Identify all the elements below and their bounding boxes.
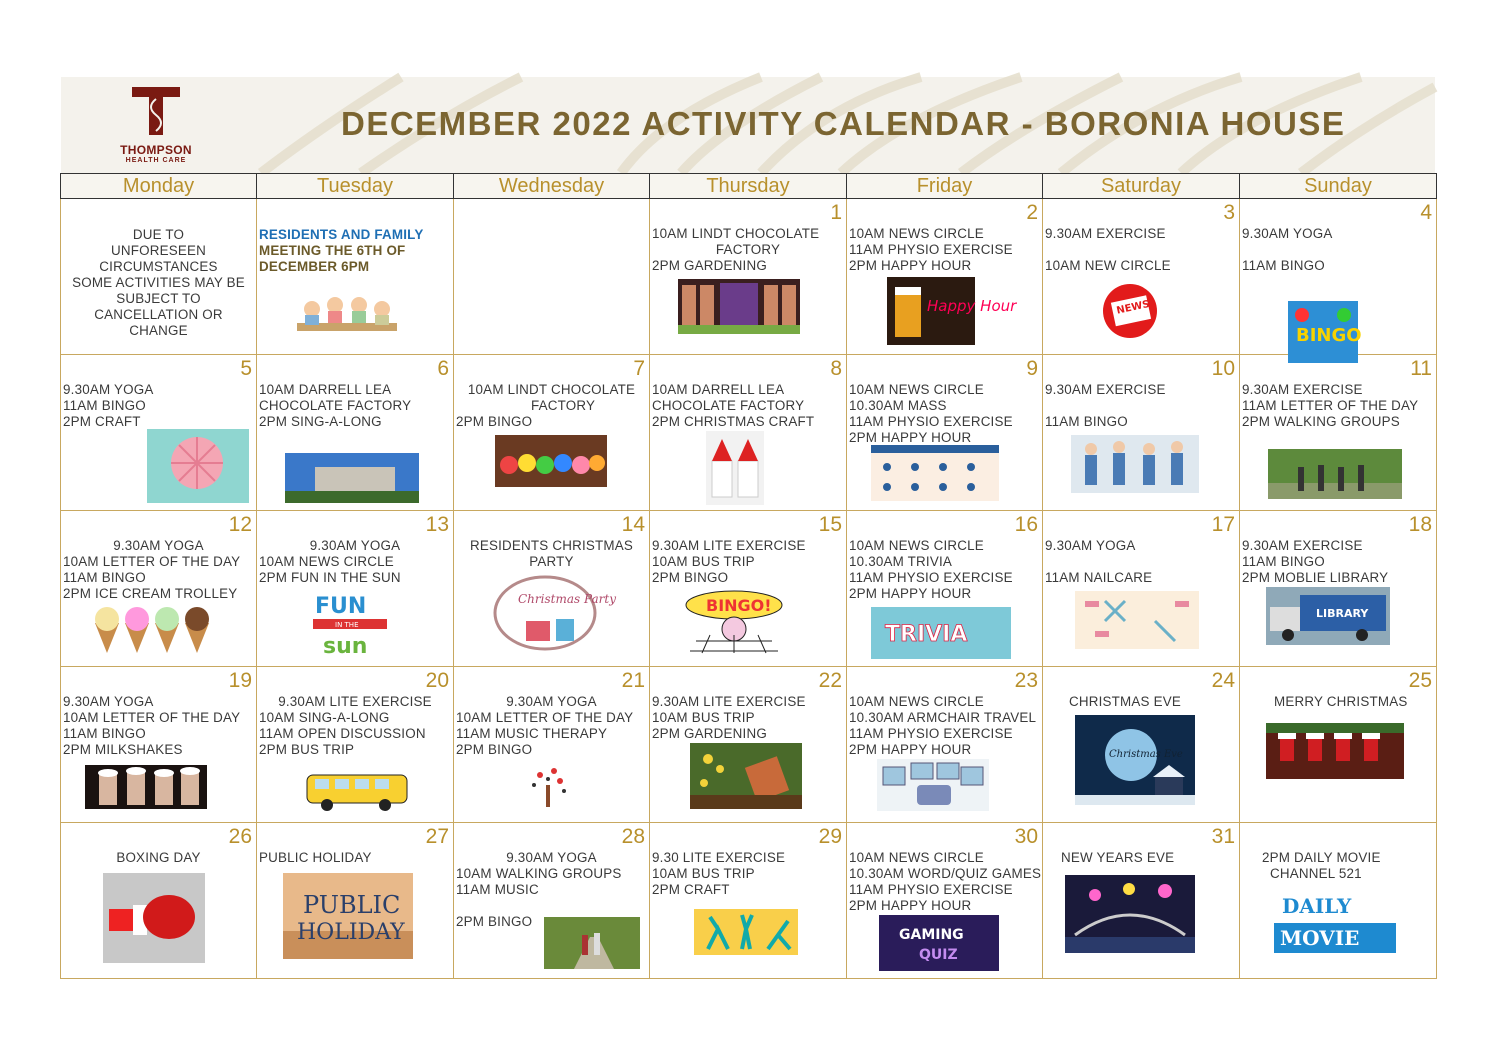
- activity-item: 2PM HAPPY HOUR: [849, 586, 972, 601]
- notice-line: CHANGE: [129, 323, 188, 338]
- activity-item: 2PM WALKING GROUPS: [1242, 414, 1400, 429]
- activity-item: 2PM GARDENING: [652, 726, 767, 741]
- activity-item: 2PM FUN IN THE SUN: [259, 570, 401, 585]
- in-the-text: IN THE: [335, 621, 359, 629]
- day-number: 5: [240, 357, 252, 380]
- trivia-text: TRIVIA: [885, 622, 968, 647]
- day-cell-27: [257, 823, 454, 979]
- day-cell-16: [847, 511, 1043, 667]
- activity-list: [652, 694, 844, 742]
- activity-item: 11AM PHYSIO EXERCISE: [849, 726, 1013, 741]
- activity-list: [1045, 382, 1237, 430]
- holiday-text: HOLIDAY: [297, 920, 405, 945]
- day-number: 1: [830, 201, 842, 224]
- activity-list: [652, 382, 844, 430]
- bingo-text: BINGO: [1296, 325, 1362, 346]
- day-number: 22: [818, 669, 842, 692]
- day-cell-18: [1240, 511, 1437, 667]
- activity-item: NEW YEARS EVE: [1061, 850, 1175, 865]
- activity-item: BOXING DAY: [116, 850, 201, 865]
- weekday-thursday: Thursday: [650, 174, 847, 199]
- day-cell-23: [847, 667, 1043, 823]
- activity-item: 10.30AM MASS: [849, 398, 947, 413]
- calendar-grid: [60, 173, 1437, 979]
- boxing-glove-image: [103, 873, 205, 963]
- paper-flower-craft-image: [147, 429, 249, 503]
- activity-item: 9.30AM YOGA: [63, 694, 154, 709]
- day-cell-9: [847, 355, 1043, 511]
- day-number: 23: [1014, 669, 1038, 692]
- week-row-2: [61, 355, 1437, 511]
- activity-list: [652, 226, 844, 274]
- activity-item: 9.30AM EXERCISE: [1242, 538, 1363, 553]
- day-cell-empty: [257, 199, 454, 355]
- notice-line: CANCELLATION OR: [94, 307, 223, 322]
- day-cell-13: [257, 511, 454, 667]
- activity-item: 2PM HAPPY HOUR: [849, 742, 972, 757]
- notice-text: [63, 227, 254, 339]
- notice-line: CIRCUMSTANCES: [99, 259, 218, 274]
- christmas-party-text: Christmas Party: [518, 592, 616, 606]
- fun-text: FUN: [315, 594, 367, 619]
- day-cell-8: [650, 355, 847, 511]
- meeting-headline: RESIDENTS AND FAMILY: [259, 227, 424, 242]
- activity-item: RESIDENTS CHRISTMAS: [469, 538, 634, 553]
- activity-item: FACTORY: [715, 242, 781, 257]
- activity-item: 2PM SING-A-LONG: [259, 414, 382, 429]
- week-row-1: [61, 199, 1437, 355]
- activity-list: [1242, 538, 1434, 586]
- activity-item: 10AM DARRELL LEA: [652, 382, 785, 397]
- christmas-stockings-image: [1266, 723, 1404, 779]
- sun-text: sun: [323, 634, 368, 659]
- milkshakes-image: [85, 765, 207, 809]
- activity-item: 9.30 LITE EXERCISE: [652, 850, 786, 865]
- day-number: 16: [1014, 513, 1038, 536]
- day-cell-14: [454, 511, 650, 667]
- activity-item: 9.30AM YOGA: [506, 694, 597, 709]
- public-holiday-image: [283, 873, 413, 959]
- bingo-cartoon-image: [680, 585, 788, 655]
- happy-hour-image: [887, 277, 1017, 345]
- activity-item: CHOCOLATE FACTORY: [259, 398, 412, 413]
- activity-item: 11AM NAILCARE: [1045, 570, 1153, 585]
- quiz-text: QUIZ: [919, 947, 958, 963]
- activity-item: 11AM BINGO: [1242, 258, 1325, 273]
- activity-list: [1045, 226, 1237, 274]
- activity-item: 11AM LETTER OF THE DAY: [1242, 398, 1419, 413]
- activity-item: 11AM PHYSIO EXERCISE: [849, 882, 1013, 897]
- activity-list: [63, 694, 254, 758]
- day-number: 13: [425, 513, 449, 536]
- chocolate-factory-image: [678, 279, 800, 334]
- meeting-line: MEETING THE 6TH OF: [259, 243, 406, 258]
- activity-item: 2PM CHRISTMAS CRAFT: [652, 414, 815, 429]
- day-number: 14: [621, 513, 645, 536]
- day-number: 17: [1211, 513, 1235, 536]
- walking-couple-image: [544, 917, 640, 969]
- trivia-image: [871, 607, 1011, 659]
- daily-movie-image: [1272, 891, 1398, 955]
- activity-item: 2PM HAPPY HOUR: [849, 430, 972, 445]
- day-cell-29: [650, 823, 847, 979]
- day-cell-15: [650, 511, 847, 667]
- day-cell-21: [454, 667, 650, 823]
- day-cell-25: [1240, 667, 1437, 823]
- gaming-text: GAMING: [899, 927, 964, 943]
- activity-list: [456, 382, 647, 430]
- movie-text: MOVIE: [1280, 926, 1360, 950]
- activity-item: 2PM BINGO: [456, 742, 533, 757]
- fun-in-the-sun-image: [305, 587, 395, 659]
- activity-item: 10AM LINDT CHOCOLATE: [467, 382, 636, 397]
- activity-item: 2PM HAPPY HOUR: [849, 898, 972, 913]
- day-cell-5: [61, 355, 257, 511]
- activity-item: 10.30AM WORD/QUIZ GAMES: [849, 866, 1042, 881]
- activity-item: 10AM BUS TRIP: [652, 710, 755, 725]
- day-number: 2: [1026, 201, 1038, 224]
- armchair-travel-image: [877, 759, 989, 811]
- darrell-lea-factory-image: [285, 453, 419, 503]
- activity-item: 10AM NEWS CIRCLE: [259, 554, 394, 569]
- activity-item: FACTORY: [531, 398, 596, 413]
- activity-item: 10.30AM ARMCHAIR TRAVEL: [849, 710, 1037, 725]
- activity-list: [259, 538, 451, 586]
- day-number: 21: [621, 669, 645, 692]
- day-cell-empty: [1240, 823, 1437, 979]
- activity-item: 9.30AM EXERCISE: [1045, 226, 1166, 241]
- activity-item: 9.30AM LITE EXERCISE: [278, 694, 432, 709]
- music-tree-image: [520, 763, 576, 809]
- day-number: 8: [830, 357, 842, 380]
- ice-cream-image: [89, 603, 213, 653]
- activity-item: 9.30AM YOGA: [1045, 538, 1136, 553]
- activity-item: 10AM NEW CIRCLE: [1045, 258, 1171, 273]
- weekday-tuesday: Tuesday: [257, 174, 454, 199]
- gaming-quiz-image: [879, 915, 999, 971]
- christmas-party-image: [482, 569, 616, 655]
- activity-item: 11AM BINGO: [63, 570, 146, 585]
- happy-hour-text: Happy Hour: [927, 297, 1017, 315]
- walking-group-image: [1268, 449, 1402, 499]
- day-cell-20: [257, 667, 454, 823]
- day-number: 29: [818, 825, 842, 848]
- day-cell-3: [1043, 199, 1240, 355]
- activity-list: [849, 694, 1040, 758]
- activity-list: [1045, 850, 1237, 866]
- logo-t-icon: [126, 85, 186, 137]
- logo-subtitle: HEALTH CARE: [125, 157, 187, 164]
- activity-list: [1242, 226, 1434, 274]
- activity-item: CHOCOLATE FACTORY: [652, 398, 805, 413]
- christmas-craft-image: [706, 431, 764, 505]
- day-number: 7: [633, 357, 645, 380]
- day-number: 12: [228, 513, 252, 536]
- activity-list: [63, 382, 254, 430]
- activity-list: [1242, 382, 1434, 430]
- activity-item: 9.30AM YOGA: [506, 850, 597, 865]
- nailcare-image: [1075, 591, 1199, 649]
- bus-trip-image: [297, 763, 415, 815]
- day-number: 19: [228, 669, 252, 692]
- day-number: 26: [228, 825, 252, 848]
- activity-list: [1045, 538, 1237, 586]
- day-number: 15: [818, 513, 842, 536]
- day-number: 24: [1211, 669, 1235, 692]
- meeting-line: DECEMBER 6PM: [259, 259, 370, 274]
- news-image: [1095, 281, 1165, 341]
- chocolate-display-image: [495, 435, 607, 487]
- activity-item: 11AM BINGO: [1045, 414, 1128, 429]
- day-cell-26: [61, 823, 257, 979]
- activity-item: CHANNEL 521: [1270, 866, 1362, 881]
- day-number: 25: [1408, 669, 1432, 692]
- day-number: 30: [1014, 825, 1038, 848]
- new-years-eve-fireworks-image: [1065, 875, 1195, 953]
- day-number: 27: [425, 825, 449, 848]
- lite-exercise-image: [694, 909, 798, 955]
- weekday-wednesday: Wednesday: [454, 174, 650, 199]
- activity-item: 9.30AM YOGA: [309, 538, 401, 553]
- activity-list: [849, 850, 1040, 914]
- news-text: NEWS: [1115, 298, 1151, 317]
- activity-item: 2PM MILKSHAKES: [63, 742, 183, 757]
- activity-item: 2PM ICE CREAM TROLLEY: [63, 586, 238, 601]
- activity-item: 2PM GARDENING: [652, 258, 767, 273]
- family-meeting-image: [287, 291, 407, 346]
- activity-item: 2PM MOBLIE LIBRARY: [1242, 570, 1389, 585]
- thompson-logo: [106, 85, 206, 167]
- activity-list: [849, 538, 1040, 602]
- activity-item: 10AM LETTER OF THE DAY: [63, 710, 241, 725]
- activity-item: 10AM SING-A-LONG: [259, 710, 390, 725]
- activity-list: [1242, 850, 1434, 882]
- activity-list: [1045, 694, 1237, 710]
- day-number: 9: [1026, 357, 1038, 380]
- activity-item: 11AM PHYSIO EXERCISE: [849, 242, 1013, 257]
- activity-item: 10.30AM TRIVIA: [849, 554, 953, 569]
- activity-item: 10AM LINDT CHOCOLATE: [652, 226, 820, 241]
- day-cell-11: [1240, 355, 1437, 511]
- activity-item: 10AM NEWS CIRCLE: [849, 382, 984, 397]
- day-cell-empty: [61, 199, 257, 355]
- activity-item: 9.30AM LITE EXERCISE: [652, 538, 806, 553]
- week-row-3: [61, 511, 1437, 667]
- activity-list: [259, 694, 451, 758]
- activity-item: 10AM NEWS CIRCLE: [849, 694, 984, 709]
- activity-item: 9.30AM YOGA: [63, 382, 154, 397]
- activity-item: 2PM CRAFT: [652, 882, 730, 897]
- day-number: 11: [1410, 357, 1432, 380]
- weekday-sunday: Sunday: [1240, 174, 1437, 199]
- mobile-library-image: [1266, 587, 1390, 645]
- activity-item: 2PM CRAFT: [63, 414, 141, 429]
- activity-item: 2PM HAPPY HOUR: [849, 258, 972, 273]
- day-cell-4: [1240, 199, 1437, 355]
- day-cell-7: [454, 355, 650, 511]
- activity-item: 2PM BINGO: [652, 570, 729, 585]
- physio-exercise-image: [871, 445, 999, 501]
- weekday-saturday: Saturday: [1043, 174, 1240, 199]
- activity-item: 9.30AM EXERCISE: [1045, 382, 1166, 397]
- activity-item: 11AM BINGO: [63, 398, 146, 413]
- daily-text: DAILY: [1282, 894, 1352, 918]
- week-row-4: [61, 667, 1437, 823]
- day-number: 20: [425, 669, 449, 692]
- notice-line: DUE TO: [132, 227, 185, 242]
- day-cell-2: [847, 199, 1043, 355]
- day-cell-10: [1043, 355, 1240, 511]
- activity-item: 10AM NEWS CIRCLE: [849, 538, 984, 553]
- activity-item: 11AM MUSIC: [456, 882, 539, 897]
- activity-item: 9.30AM LITE EXERCISE: [652, 694, 806, 709]
- activity-list: [259, 850, 451, 866]
- day-cell-6: [257, 355, 454, 511]
- activity-list: [652, 850, 844, 898]
- activity-list: [63, 538, 254, 602]
- activity-item: PARTY: [529, 554, 574, 569]
- activity-list: [1242, 694, 1434, 710]
- day-cell-12: [61, 511, 257, 667]
- weekday-header-row: [61, 174, 1437, 199]
- activity-list: [849, 226, 1040, 274]
- activity-item: 10AM LETTER OF THE DAY: [456, 710, 634, 725]
- activity-item: 10AM WALKING GROUPS: [456, 866, 622, 881]
- day-cell-empty: [454, 199, 650, 355]
- week-row-5: [61, 823, 1437, 979]
- day-number: 18: [1408, 513, 1432, 536]
- day-number: 3: [1223, 201, 1235, 224]
- day-number: 28: [621, 825, 645, 848]
- day-cell-30: [847, 823, 1043, 979]
- activity-item: 11AM BINGO: [1242, 554, 1325, 569]
- day-cell-22: [650, 667, 847, 823]
- activity-item: PUBLIC HOLIDAY: [259, 850, 372, 865]
- activity-list: [259, 382, 451, 430]
- day-cell-1: [650, 199, 847, 355]
- page-title: DECEMBER 2022 ACTIVITY CALENDAR - BORONIA HOUSE: [341, 105, 1346, 142]
- activity-item: 10AM NEWS CIRCLE: [849, 850, 984, 865]
- activity-item: 10AM BUS TRIP: [652, 866, 755, 881]
- notice-line: SOME ACTIVITIES MAY BE: [72, 275, 245, 290]
- day-cell-24: [1043, 667, 1240, 823]
- activity-item: CHRISTMAS EVE: [1069, 694, 1181, 709]
- activity-list: [456, 538, 647, 570]
- meeting-notice: [259, 227, 451, 275]
- activity-list: [456, 694, 647, 758]
- activity-list: [652, 538, 844, 586]
- seniors-exercise-image: [1071, 435, 1199, 493]
- activity-item: 2PM DAILY MOVIE: [1262, 850, 1381, 865]
- day-cell-31: [1043, 823, 1240, 979]
- calendar-header: [61, 77, 1435, 173]
- activity-item: 11AM BINGO: [63, 726, 146, 741]
- bingo-cartoon-text: BINGO!: [706, 596, 772, 615]
- notice-line: UNFORESEEN: [110, 243, 206, 258]
- day-cell-28: [454, 823, 650, 979]
- activity-item: 2PM BINGO: [456, 914, 533, 929]
- activity-item: 9.30AM YOGA: [1242, 226, 1333, 241]
- day-cell-19: [61, 667, 257, 823]
- day-cell-17: [1043, 511, 1240, 667]
- weekday-monday: Monday: [61, 174, 257, 199]
- activity-item: 2PM BUS TRIP: [259, 742, 355, 757]
- activity-item: 11AM OPEN DISCUSSION: [259, 726, 426, 741]
- day-number: 6: [437, 357, 449, 380]
- gardening-image: [690, 743, 802, 809]
- activity-item: MERRY CHRISTMAS: [1274, 694, 1408, 709]
- notice-line: SUBJECT TO: [116, 291, 201, 306]
- activity-item: 10AM NEWS CIRCLE: [849, 226, 984, 241]
- activity-item: 9.30AM YOGA: [113, 538, 204, 553]
- activity-item: 11AM MUSIC THERAPY: [456, 726, 608, 741]
- activity-list: [63, 850, 254, 866]
- day-number: 31: [1211, 825, 1235, 848]
- public-text: PUBLIC: [303, 891, 401, 919]
- activity-item: 11AM PHYSIO EXERCISE: [849, 570, 1013, 585]
- day-number: 4: [1420, 201, 1432, 224]
- activity-item: 2PM BINGO: [456, 414, 533, 429]
- activity-item: 10AM DARRELL LEA: [259, 382, 392, 397]
- christmas-eve-image: [1075, 715, 1195, 805]
- weekday-friday: Friday: [847, 174, 1043, 199]
- christmas-eve-text: Christmas Eve: [1109, 749, 1183, 760]
- activity-item: 10AM LETTER OF THE DAY: [63, 554, 241, 569]
- activity-item: 11AM PHYSIO EXERCISE: [849, 414, 1013, 429]
- activity-item: 10AM BUS TRIP: [652, 554, 755, 569]
- activity-list: [849, 382, 1040, 446]
- day-number: 10: [1211, 357, 1235, 380]
- activity-item: 9.30AM EXERCISE: [1242, 382, 1363, 397]
- library-text: LIBRARY: [1316, 607, 1369, 620]
- logo-name: THOMPSON: [120, 143, 192, 157]
